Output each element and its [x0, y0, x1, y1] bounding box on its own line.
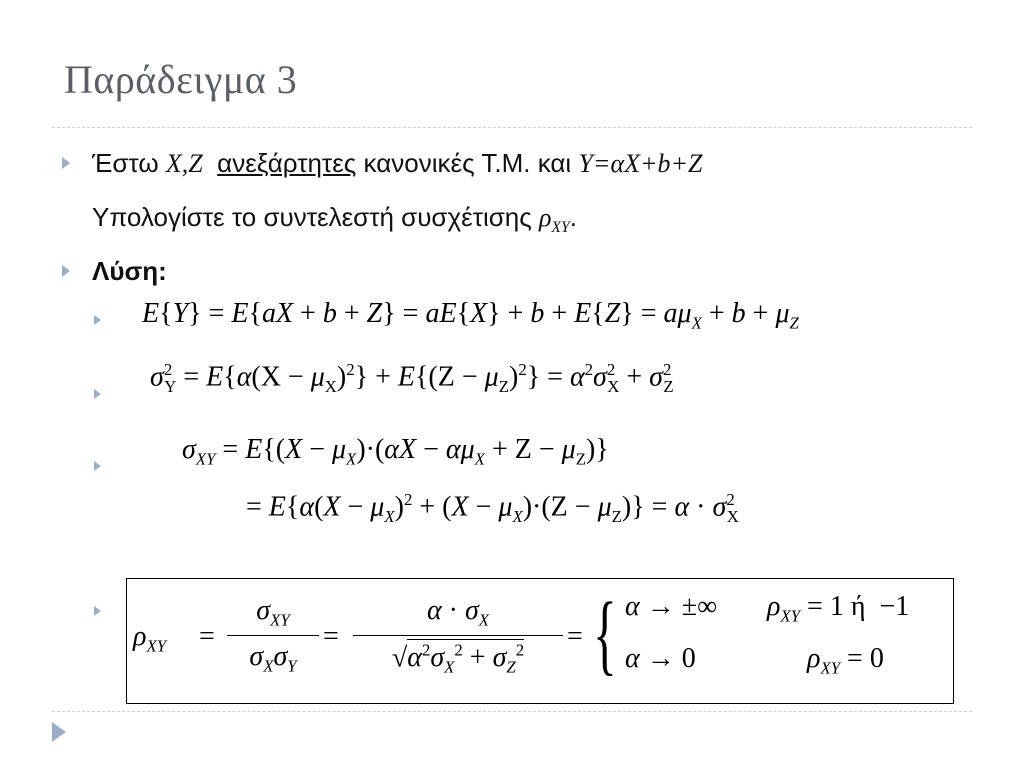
statement-vars: X,Z — [165, 149, 203, 178]
sub-bullet-icon — [94, 461, 101, 471]
frac2-numerator: $\alpha \cdot \sigma_X$ — [426, 595, 490, 630]
frac2-bar — [353, 635, 563, 636]
cases-brace: { — [593, 585, 617, 684]
statement2-rho-sub: XY — [551, 219, 570, 237]
footer-divider — [52, 711, 972, 712]
statement2-rho: ρ — [539, 203, 552, 232]
page-title: Παράδειγμα 3 — [64, 57, 298, 102]
frac2-denominator: $√\alpha^2\sigma_X^2 + \sigma_Z^2$ — [391, 641, 525, 677]
problem-statement-line2 — [92, 202, 577, 237]
frac1-denominator: $\sigma_X\sigma_Y$ — [249, 641, 297, 676]
sub-bullet-icon — [94, 606, 101, 616]
bullet-icon — [62, 157, 70, 169]
equals-sign-3: = — [567, 621, 583, 652]
problem-statement-line1 — [92, 148, 703, 179]
statement-mid: κανονικές Τ.Μ. και — [356, 148, 579, 178]
solution-label: Λύση: — [92, 256, 167, 286]
statement2-text: Υπολογίστε το συντελεστή συσχέτισης — [92, 202, 540, 232]
statement-pre: Έστω — [92, 148, 166, 178]
equation-variance-y: $\sigma^2_Y = E\{\alpha(X - \mu_X)^2\} + E\{(Z - \mu_Z)^2\} = \alpha^2\sigma^2_X + \sigma^2_Z$ — [150, 360, 674, 396]
equation-covariance-line2: = $E\{\alpha(X - \mu_X)^2 + (X - \mu_X)\cdot(Z - \mu_Z)\} = \alpha \cdot \sigma^2_X$ — [246, 490, 739, 526]
statement-formula: Y=αX+b+Z — [578, 149, 703, 178]
frac1-bar — [227, 635, 319, 636]
sub-bullet-icon — [94, 315, 101, 325]
case1-value: $\rho_{XY} = 1$ ή −1 — [767, 591, 910, 626]
rho-lhs: $\rho_{XY}$ — [133, 621, 167, 656]
next-slide-arrow-icon[interactable] — [52, 722, 66, 742]
case2-condition: α → 0 — [625, 643, 696, 674]
statement2-end: . — [569, 202, 577, 232]
sub-bullet-icon — [94, 389, 101, 399]
equals-sign-2: = — [323, 621, 339, 652]
equation-expectation-y: $E\{Y\} = E\{aX + b + Z\} = aE\{X\} + b + E\{Z\} = a\mu_X + b + \mu_Z$ — [142, 298, 799, 333]
case1-condition: α → ±∞ — [625, 591, 718, 622]
case2-value: $\rho_{XY} = 0$ — [807, 643, 884, 678]
frac1-numerator: $\sigma_{XY}$ — [256, 595, 290, 630]
equals-sign: = — [199, 621, 215, 652]
result-box — [126, 578, 954, 704]
bullet-icon — [62, 265, 70, 277]
title-divider — [52, 127, 972, 128]
equation-covariance-line1: $\sigma_{XY} = E\{(X - \mu_X)\cdot(\alpha X - \alpha\mu_X + Z - \mu_Z)\}$ — [182, 434, 609, 469]
statement-independent: ανεξάρτητες — [217, 148, 357, 178]
